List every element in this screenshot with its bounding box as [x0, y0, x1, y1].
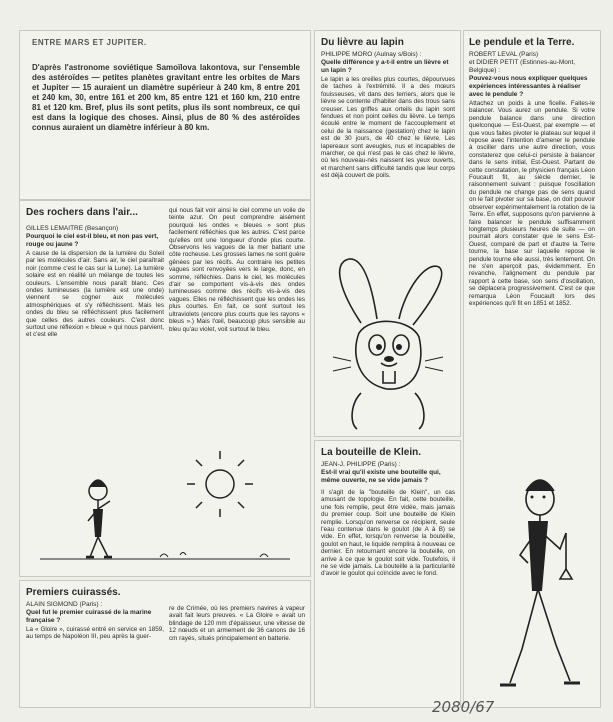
article-text-continued: re de Crimée, où les premiers navires à vapeur avait fait leurs preuves. « La Gloire » avait un blindage de 120 mm d'épaisseur, une vitesse de 12 nœuds et un armement de 36 canons de 16 cm rayés, situés principalement en batterie. — [169, 605, 305, 642]
article-byline: ROBERT LEVAL (Paris) — [469, 51, 539, 58]
pendulum-man-illustration — [470, 469, 594, 703]
article-hare-rabbit — [314, 30, 461, 437]
article-question: Est-il vrai qu'il existe une bouteille qui, même ouverte, ne se vide jamais ? — [321, 469, 441, 484]
sun-man-illustration — [30, 449, 300, 569]
article-title: Des rochers dans l'air... — [26, 207, 138, 218]
article-klein-bottle — [314, 440, 461, 708]
article-byline: PHILIPPE MORO (Aulnay s/Bois) : — [321, 51, 422, 58]
article-title: ENTRE MARS ET JUPITER. — [32, 38, 147, 47]
article-byline: ALAIN SIGMOND (Paris) : — [26, 601, 103, 608]
article-question: Quel fut le premier cuirassé de la marine française ? — [26, 609, 152, 624]
article-title: Premiers cuirassés. — [26, 587, 121, 598]
article-question: Pourquoi le ciel est-il bleu, et non pas vert, rouge ou jaune ? — [26, 233, 159, 248]
article-title: Le pendule et la Terre. — [469, 37, 575, 48]
article-text: La « Gloire », cuirassé entré en service en 1859, au temps de Napoléon III, peu après la guer- — [26, 626, 164, 641]
article-text: A cause de la dispersion de la lumière du Soleil par les molécules d'air. Sans air, le ciel paraîtrait noir (comme c'est le cas sur la Lune). La lumière solaire est en réalité un mélange de toutes les couleurs. L'ensemble nous paraît blanc. Ces ondes lumineuses (la lumière est une onde) viennent se cogner aux molécules atmosphériques et s'y réfléchissent. Mais les ondes du bleu se réfléchissent plus facilement que celles des autres couleurs. C'est donc surtout une réflexion « bleue » qui nous parvient, et c'est elle — [26, 250, 164, 339]
article-byline: GILLES LEMAITRE (Besançon) — [26, 225, 119, 232]
article-title: La bouteille de Klein. — [321, 447, 422, 458]
article-question: Pouvez-vous nous expliquer quelques expériences intéressantes à réaliser avec le pendule ? — [469, 75, 588, 98]
article-pendulum — [463, 30, 601, 708]
article-byline-2: et DIDIER PETIT (Estinnes-au-Mont, Belgique) : — [469, 59, 576, 74]
article-text: Il s'agit de la "bouteille de Klein", un cas amusant de topologie. En fait, cette bouteille, une fois remplie, peut être vidée, mais jamais du premier coup. Soit une bouteille de Klein remplie. Lorsqu'on renverse ce récipient, seule l'eau contenue dans le goulot (de A à B) se vide. En effet, lorsqu'on renverse la bouteille, goulot en haut, le liquide remplira à nouveau ce dernier. En retournant encore la bouteille, on arrive à ce que le goulot soit vide. Toutefois, il ne se vide jamais. La bouteille a la particularité d'avoir le goulot qui coïncide avec le fond. — [321, 489, 455, 578]
rabbit-illustration — [321, 253, 454, 431]
article-question: Quelle différence y a-t-il entre un lièvre et un lapin ? — [321, 59, 449, 74]
article-sky — [19, 200, 311, 577]
article-title: Du lièvre au lapin — [321, 37, 404, 48]
article-asteroids — [19, 30, 311, 200]
article-text-continued: qui nous fait voir ainsi le ciel comme un voile de teinte azur. On peut comprendre aisément pourquoi les ondes « bleues » sont plus facilement réfléchies que les autres. C'est parce qu'elles ont une longueur d'onde plus courte. Observons les vagues de la mer battant une côte rocheuse. Les grosses lames ne sont guère gênées par les récifs. Au contraire les petites vagues sont renvoyées vers le large, donc, en somme, réfléchies. Dans le ciel, les molécules d'air se comportent vis-à-vis des ondes lumineuses comme des récifs vis-à-vis des vagues. Elles ne réfléchissent que les ondes les plus courtes. En fait, ce sont surtout les ultraviolets (encore plus courts que les rayons « bleus ».) Mais l'œil, beaucoup plus sensible au bleu qu'au violet, voit surtout le bleu. — [169, 207, 305, 333]
article-battleships — [19, 580, 311, 708]
archive-stamp: 2080/67 — [432, 698, 495, 716]
article-text: D'après l'astronome soviétique Samoïlova lakontova, sur l'ensemble des astéroïdes — petites planètes gravitant entre les orbites de Mars et Jupiter — 15 auraient un diamètre supérieur à 240 km, 8 entre 201 et 240 km, 30, entre 161 et 200 km, 85 entre 121 et 160 km, 210 entre 81 et 120 km. Bref, plus ils sont petits, plus ils sont nombreux, ce qui est dans la logique des choses. Ainsi, plus de 80 % des astéroïdes connus auraient un diamètre inférieur à 80 km. — [32, 63, 300, 132]
article-text: Attachez un poids à une ficelle. Faites-le balancer. Vous aurez un pendule. Si votre pendule balance dans une direction quelconque — Est-Ouest, par exemple — et que vous faites pivoter le plateau sur lequel il repose avec l'intention d'amener le pendule à osciller dans une autre direction, vous constaterez que celui-ci persiste à balancer dans le sens initial, Est-Ouest. Partant de cette constatation, le physicien français Léon Foucault fit, au siècle dernier, le raisonnement suivant : puisque l'oscillation du pendule ne change pas de sens quand on le fait pivoter sur sa base, on doit pouvoir observer expérimentalement la rotation de la Terre. En effet, supposons qu'on parvienne à faire balancer le pendule suffisamment longtemps plusieurs heures de suite — on pourrait alors constater que le sens Est-Ouest, comparé de part et d'autre la Terre tourne, la base sur laquelle repose le pendule tourne elle aussi, très lentement. On ne s'en aperçoit pas, évidemment. En revanche, l'alignement du pendule par rapport à cette base, son sens d'oscillation, se déplacera progressivement. C'est ce que remarqua Léon Foucault lors des expériences qu'il fit en 1851 et 1852. — [469, 100, 595, 307]
article-byline: JEAN-J. PHILIPPE (Paris) : — [321, 461, 401, 468]
article-text: Le lapin a les oreilles plus courtes, dépourvues de taches à l'extrémité. Il a des mœurs fouisseuses, vit dans des terriers, alors que le lièvre se contente d'habiter dans des trous sans creuser. Les griffes aux orteils du lapin sont fendues et non point celles du lièvre. Le temps écoulé entre le moment de l'accouplement et celui de la naissance (gestation) chez le lapin est de 30 jours, de 40 chez le lièvre. Les lapereaux sont aveugles, nus et incapables de marcher, ce qui n'est pas le cas chez le lièvre, où les nouveau-nés naissent les yeux ouverts, et marchent sans difficulté tandis que leur corps est déjà couvert de poils. — [321, 76, 455, 180]
